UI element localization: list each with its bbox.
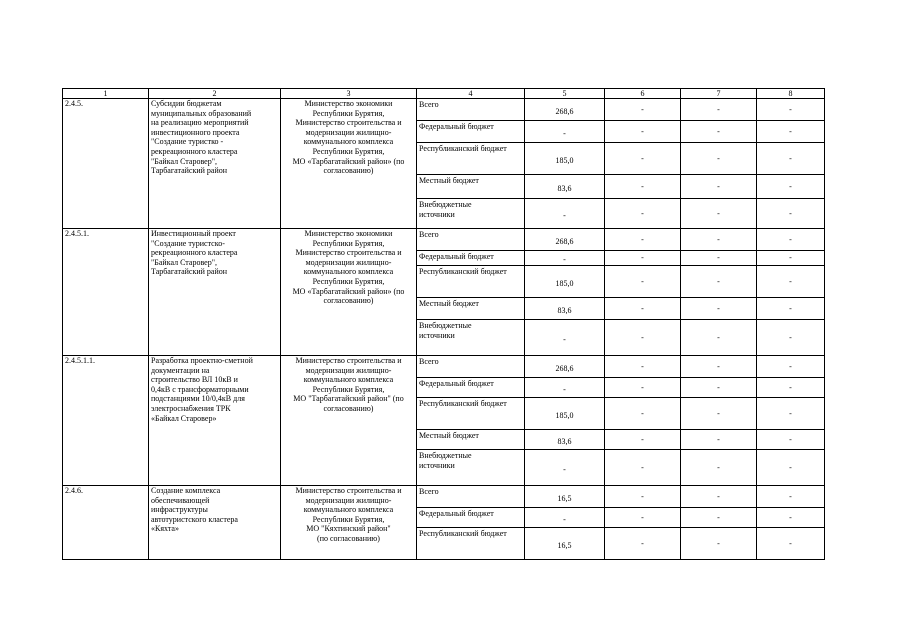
amount-cell: -	[757, 143, 825, 175]
amount-cell: -	[757, 251, 825, 266]
amount-cell: -	[681, 508, 757, 528]
amount-cell: -	[681, 356, 757, 378]
amount-cell: -	[605, 320, 681, 356]
amount-cell: -	[757, 175, 825, 199]
item-executor: Министерство экономики Республики Бурятия, Министерство строительства и модернизации жилищно- коммунального комплекса Республики Бурятия, МО «Тарбагатайский район» (по согласованию)	[281, 229, 417, 356]
amount-cell: -	[757, 528, 825, 560]
amount-cell: -	[605, 378, 681, 398]
amount-cell: -	[681, 99, 757, 121]
funding-source: Федеральный бюджет	[417, 121, 525, 143]
funding-source: Внебюджетные источники	[417, 450, 525, 486]
funding-source: Местный бюджет	[417, 175, 525, 199]
amount-cell: -	[681, 298, 757, 320]
amount-cell: -	[605, 450, 681, 486]
amount-cell: -	[605, 199, 681, 229]
funding-source: Республиканский бюджет	[417, 143, 525, 175]
amount-cell: -	[681, 320, 757, 356]
amount-cell: -	[757, 430, 825, 450]
budget-table	[62, 88, 825, 560]
amount-cell: -	[757, 398, 825, 430]
amount-cell: -	[525, 508, 605, 528]
amount-cell: -	[681, 450, 757, 486]
funding-source: Федеральный бюджет	[417, 508, 525, 528]
amount-cell: -	[681, 378, 757, 398]
amount-cell: -	[757, 450, 825, 486]
amount-cell: -	[681, 266, 757, 298]
amount-cell: -	[757, 320, 825, 356]
column-number: 2	[149, 89, 281, 99]
amount-cell: -	[757, 229, 825, 251]
item-name: Разработка проектно-сметной документации на строительство ВЛ 10кВ и 0,4кВ с трансформаторными подстанциями 10/0,4кВ для электроснабжения ТРК «Байкал Старовер»	[149, 356, 281, 486]
amount-cell: -	[757, 199, 825, 229]
funding-source: Внебюджетные источники	[417, 199, 525, 229]
table-row	[63, 356, 825, 378]
amount-cell: -	[681, 143, 757, 175]
funding-source: Всего	[417, 99, 525, 121]
funding-source: Республиканский бюджет	[417, 398, 525, 430]
amount-cell: 83,6	[525, 175, 605, 199]
column-number: 4	[417, 89, 525, 99]
amount-cell: -	[757, 121, 825, 143]
amount-cell: -	[605, 99, 681, 121]
amount-cell: -	[681, 430, 757, 450]
amount-cell: -	[605, 508, 681, 528]
amount-cell: -	[605, 298, 681, 320]
amount-cell: 185,0	[525, 143, 605, 175]
amount-cell: -	[757, 99, 825, 121]
amount-cell: 268,6	[525, 356, 605, 378]
amount-cell: 16,5	[525, 528, 605, 560]
funding-source: Местный бюджет	[417, 298, 525, 320]
funding-source: Федеральный бюджет	[417, 251, 525, 266]
item-code: 2.4.6.	[63, 486, 149, 560]
column-number: 1	[63, 89, 149, 99]
amount-cell: -	[605, 175, 681, 199]
amount-cell: -	[681, 398, 757, 430]
amount-cell: -	[525, 121, 605, 143]
amount-cell: 83,6	[525, 298, 605, 320]
amount-cell: -	[605, 251, 681, 266]
item-code: 2.4.5.1.	[63, 229, 149, 356]
document-page	[62, 88, 824, 560]
amount-cell: -	[605, 486, 681, 508]
funding-source: Федеральный бюджет	[417, 378, 525, 398]
amount-cell: -	[757, 508, 825, 528]
amount-cell: 268,6	[525, 229, 605, 251]
item-name: Инвестиционный проект "Создание туристско- рекреационного кластера "Байкал Старовер", Тарбагатайский район	[149, 229, 281, 356]
column-number: 8	[757, 89, 825, 99]
funding-source: Местный бюджет	[417, 430, 525, 450]
amount-cell: -	[681, 528, 757, 560]
amount-cell: -	[757, 298, 825, 320]
item-executor: Министерство экономики Республики Бурятия, Министерство строительства и модернизации жилищно- коммунального комплекса Республики Бурятия, МО «Тарбагатайский район» (по согласованию)	[281, 99, 417, 229]
amount-cell: -	[757, 486, 825, 508]
amount-cell: -	[525, 378, 605, 398]
amount-cell: -	[681, 121, 757, 143]
amount-cell: -	[605, 356, 681, 378]
column-number: 3	[281, 89, 417, 99]
column-number: 5	[525, 89, 605, 99]
amount-cell: -	[605, 528, 681, 560]
amount-cell: -	[681, 175, 757, 199]
amount-cell: -	[757, 266, 825, 298]
amount-cell: -	[525, 251, 605, 266]
amount-cell: -	[525, 320, 605, 356]
funding-source: Республиканский бюджет	[417, 528, 525, 560]
amount-cell: 16,5	[525, 486, 605, 508]
funding-source: Всего	[417, 229, 525, 251]
amount-cell: -	[605, 398, 681, 430]
funding-source: Внебюджетные источники	[417, 320, 525, 356]
column-number: 6	[605, 89, 681, 99]
amount-cell: -	[605, 229, 681, 251]
amount-cell: -	[525, 199, 605, 229]
amount-cell: -	[681, 199, 757, 229]
table-row	[63, 99, 825, 121]
amount-cell: 268,6	[525, 99, 605, 121]
amount-cell: -	[605, 143, 681, 175]
amount-cell: -	[757, 378, 825, 398]
item-code: 2.4.5.	[63, 99, 149, 229]
column-number-row	[63, 89, 825, 99]
amount-cell: 185,0	[525, 398, 605, 430]
funding-source: Республиканский бюджет	[417, 266, 525, 298]
item-code: 2.4.5.1.1.	[63, 356, 149, 486]
amount-cell: -	[681, 229, 757, 251]
amount-cell: -	[525, 450, 605, 486]
amount-cell: -	[681, 486, 757, 508]
amount-cell: -	[605, 266, 681, 298]
item-executor: Министерство строительства и модернизации жилищно- коммунального комплекса Республики Бурятия, МО "Кяхтинский район" (по согласованию)	[281, 486, 417, 560]
item-name: Создание комплекса обеспечивающей инфраструктуры автотуристского кластера «Кяхта»	[149, 486, 281, 560]
amount-cell: 185,0	[525, 266, 605, 298]
funding-source: Всего	[417, 486, 525, 508]
item-name: Субсидии бюджетам муниципальных образований на реализацию мероприятий инвестиционного проекта "Создание туристко - рекреационного кластера "Байкал Старовер", Тарбагатайский район	[149, 99, 281, 229]
table-row	[63, 229, 825, 251]
amount-cell: -	[605, 430, 681, 450]
amount-cell: -	[757, 356, 825, 378]
amount-cell: 83,6	[525, 430, 605, 450]
table-row	[63, 486, 825, 508]
column-number: 7	[681, 89, 757, 99]
amount-cell: -	[605, 121, 681, 143]
amount-cell: -	[681, 251, 757, 266]
item-executor: Министерство строительства и модернизации жилищно- коммунального комплекса Республики Бурятия, МО "Тарбагатайский район" (по согласованию)	[281, 356, 417, 486]
funding-source: Всего	[417, 356, 525, 378]
